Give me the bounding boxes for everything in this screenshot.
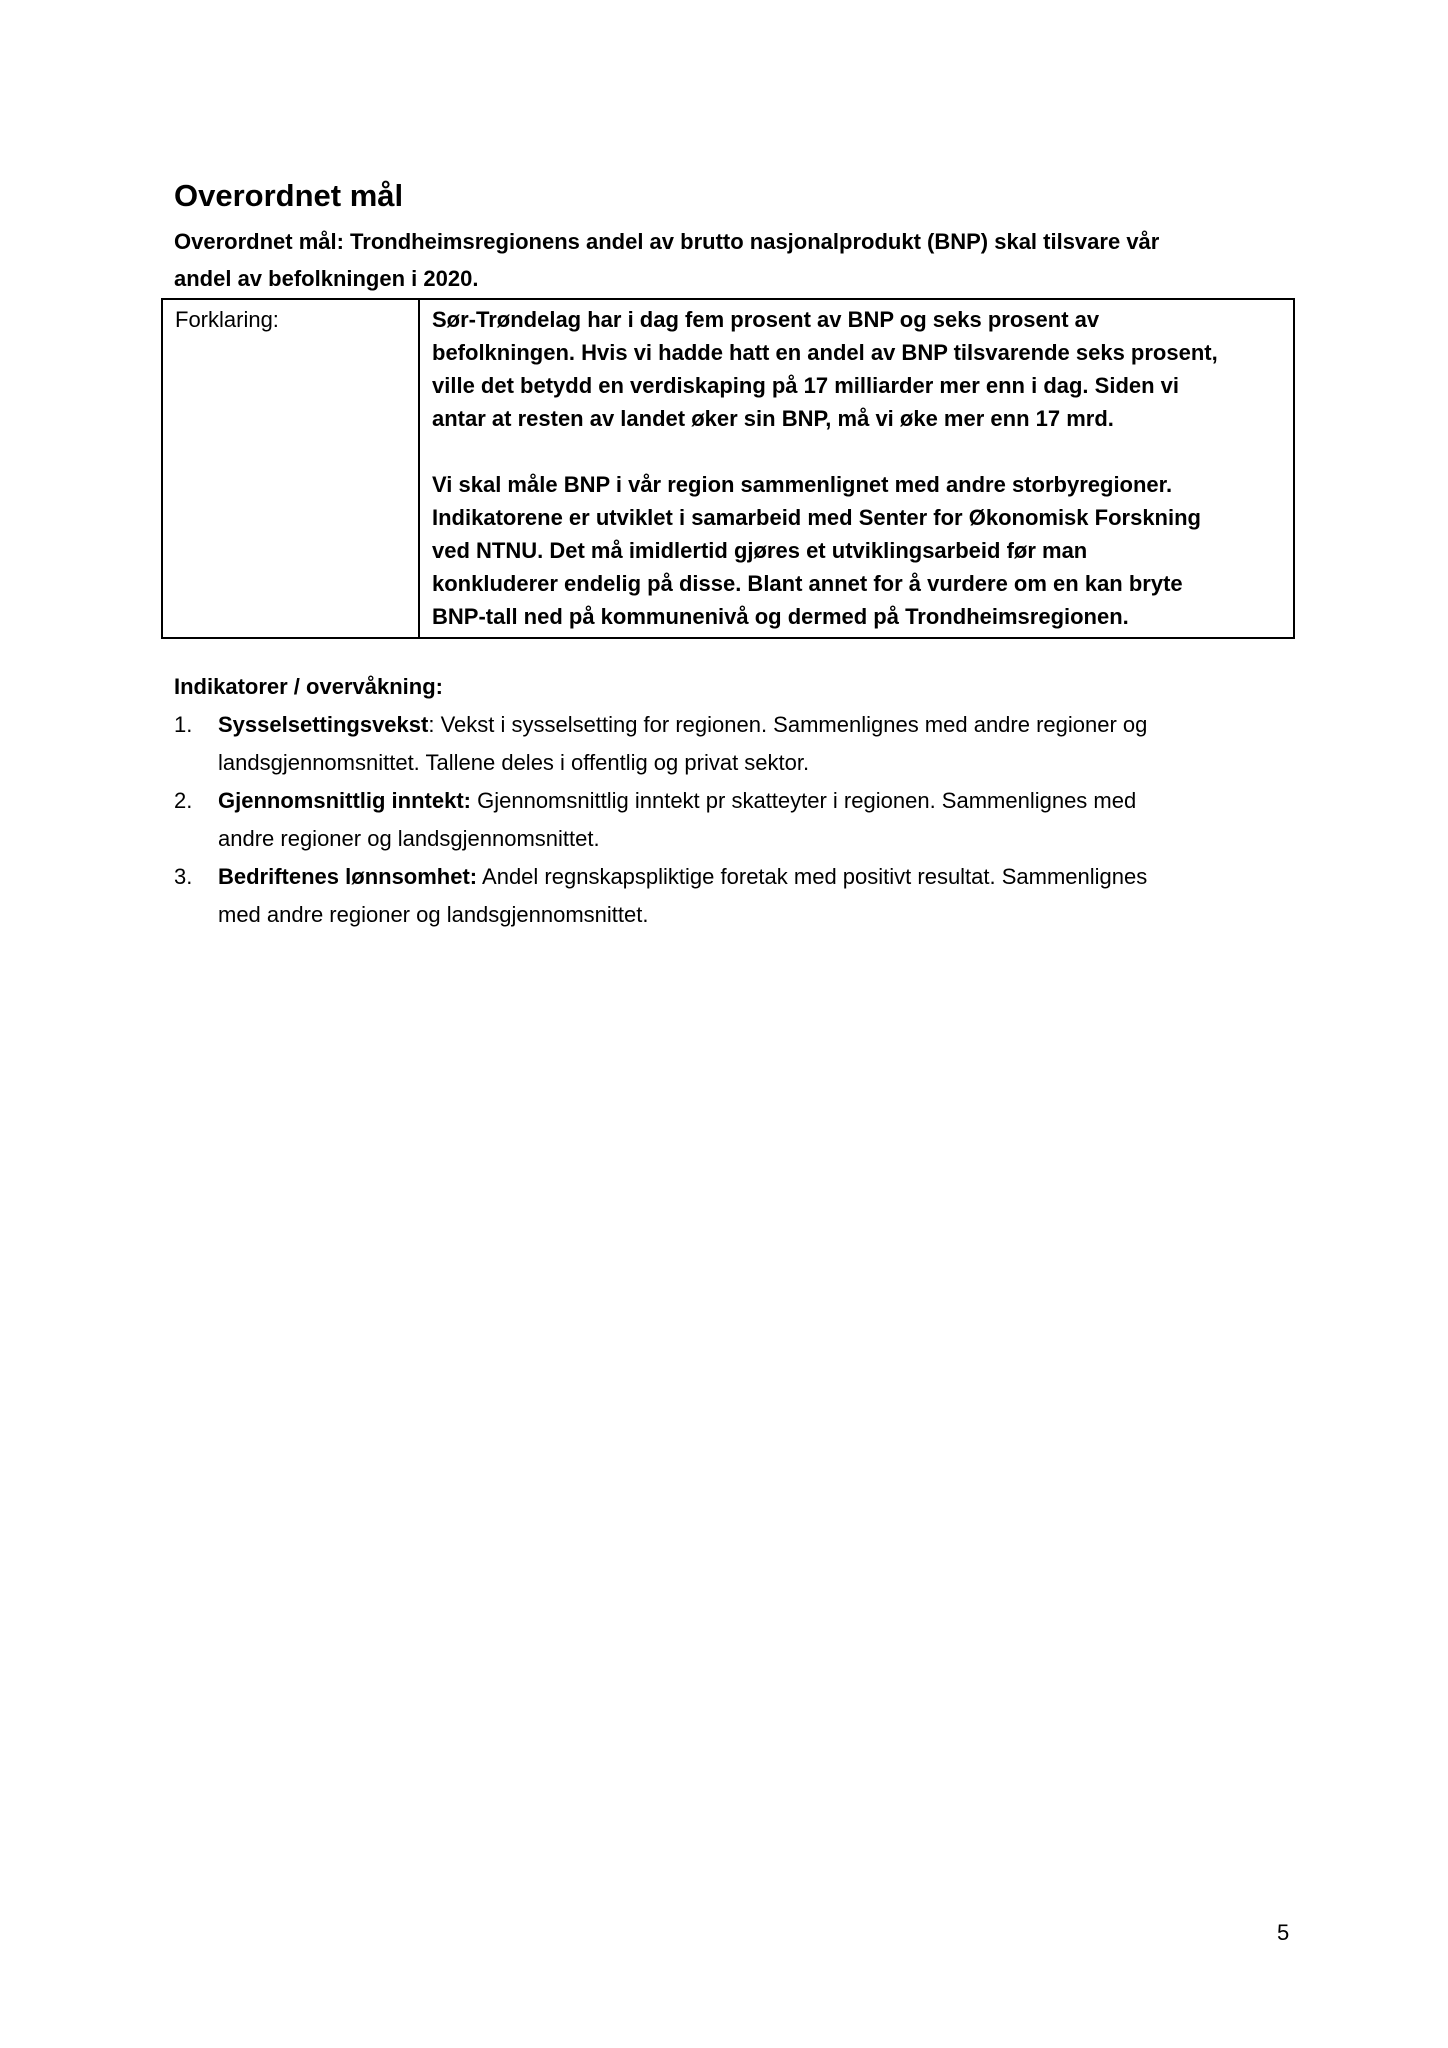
paragraph-gap [432,435,1283,468]
list-item-number: 3. [174,864,193,889]
paragraph-2-line: ved NTNU. Det må imidlertid gjøres et utviklingsarbeid før man [432,538,1088,563]
paragraph-2-line: BNP-tall ned på kommunenivå og dermed på Trondheimsregionen. [432,604,1129,629]
explanation-text [419,299,1294,638]
paragraph-1-line: Sør-Trøndelag har i dag fem prosent av BNP og seks prosent av [432,307,1100,332]
indicators-title: Indikatorer / overvåkning: [174,674,443,699]
indicator-description: Andel regnskapspliktige foretak med positivt resultat. Sammenlignes [477,864,1148,889]
page-number: 5 [1277,1920,1290,1945]
indicators-list [174,706,1304,934]
list-item-number: 2. [174,788,193,813]
list-item-line [218,858,1304,896]
list-item-line [218,706,1304,744]
list-item-number: 1. [174,712,193,737]
list-item-line: landsgjennomsnittet. Tallene deles i offentlig og privat sektor. [218,750,810,775]
paragraph-2-line: konkluderer endelig på disse. Blant annet for å vurdere om en kan bryte [432,571,1183,596]
list-item-line [218,782,1304,820]
goal-line-2: andel av befolkningen i 2020. [174,266,479,291]
paragraph-1-line: befolkningen. Hvis vi hadde hatt en andel av BNP tilsvarende seks prosent, [432,340,1218,365]
paragraph-1-line: antar at resten av landet øker sin BNP, må vi øke mer enn 17 mrd. [432,406,1114,431]
section-heading: Overordnet mål [174,178,404,213]
indicator-description: Gjennomsnittlig inntekt pr skatteyter i regionen. Sammenlignes med [471,788,1137,813]
indicator-term: Bedriftenes lønnsomhet: [218,864,478,889]
indicator-term: Sysselsettingsvekst [218,712,429,737]
paragraph-2-line: Vi skal måle BNP i vår region sammenlignet med andre storbyregioner. [432,472,1173,497]
goal-line-1: Overordnet mål: Trondheimsregionens andel av brutto nasjonalprodukt (BNP) skal tilsvare vår [174,229,1160,254]
indicator-term: Gjennomsnittlig inntekt: [218,788,471,813]
goal-statement [174,223,1304,297]
indicator-description: : Vekst i sysselsetting for regionen. Sammenlignes med andre regioner og [428,712,1148,737]
paragraph-1-line: ville det betydd en verdiskaping på 17 milliarder mer enn i dag. Siden vi [432,373,1180,398]
list-item [174,782,1304,858]
list-item [174,706,1304,782]
explanation-label: Forklaring: [162,299,419,638]
table-row [162,299,1294,638]
list-item [174,858,1304,934]
paragraph-2-line: Indikatorene er utviklet i samarbeid med Senter for Økonomisk Forskning [432,505,1201,530]
list-item-line: andre regioner og landsgjennomsnittet. [218,826,600,851]
explanation-table [161,298,1295,639]
list-item-line: med andre regioner og landsgjennomsnittet. [218,902,649,927]
